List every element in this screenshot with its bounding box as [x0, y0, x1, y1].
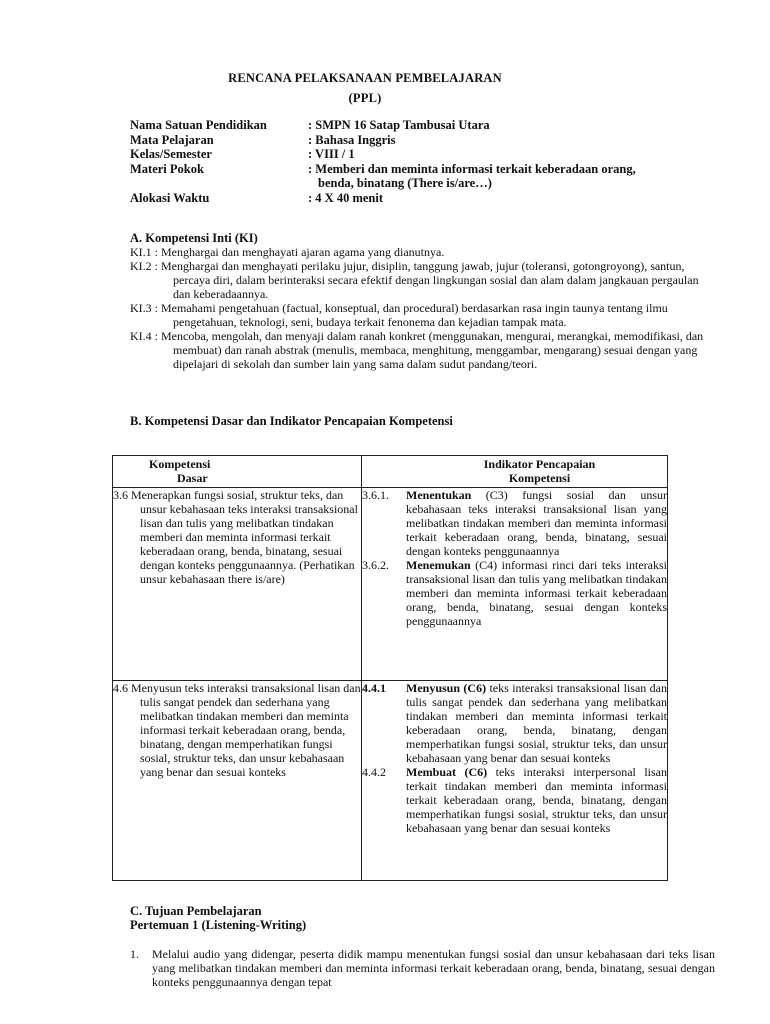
kd-cell	[113, 488, 362, 681]
table-header-indicator	[362, 456, 668, 488]
indicator-cell	[362, 681, 668, 881]
tujuan-list	[130, 947, 715, 989]
list-item	[130, 947, 715, 989]
header-text: Dasar	[177, 471, 208, 485]
section-heading-kd: B. Kompetensi Dasar dan Indikator Pencapaian Kompetensi	[130, 414, 453, 428]
section-heading-tujuan	[130, 904, 720, 932]
indicator-item	[362, 681, 667, 765]
indicator-item	[362, 558, 667, 628]
table-header-kd	[113, 456, 362, 488]
kd-text: 3.6 Menerapkan fungsi sosial, struktur teks, dan unsur kebahasaan teks interaksi transaksional lisan dan tulis yang melibatkan tindakan memberi dan meminta informasi terkait keberadaan orang, benda, binatang, sesuai dengan konteks penggunaannya. (Perhatikan unsur kebahasaan there is/are)	[113, 488, 358, 586]
document-title: RENCANA PELAKSANAAN PEMBELAJARAN	[228, 71, 502, 85]
meta-row	[130, 118, 720, 133]
ki-item: KI.1 : Menghargai dan menghayati ajaran agama yang dianutnya.	[130, 245, 445, 259]
indicator-number: 3.6.1.	[362, 488, 389, 502]
indicator-cell	[362, 488, 668, 681]
meta-label: Alokasi Waktu	[130, 190, 210, 205]
kd-text: 4.6 Menyusun teks interaksi transaksional lisan dan tulis sangat pendek dan sederhana yang melibatkan tindakan memberi dan meminta informasi terkait keberadaan orang, benda, binatang, dengan memperhatikan fungsi sosial, struktur teks, dan unsur kebahasaan yang benar dan sesuai konteks	[113, 681, 361, 779]
ki-list	[130, 245, 715, 371]
indicator-text	[406, 488, 667, 558]
ki-item: KI.2 : Menghargai dan menghayati perilaku jujur, disiplin, tanggung jawab, jujur (toleransi, gotongroyong), santun, percaya diri, dalam berinteraksi secara efektif dengan lingkungan sosial dan alam dalam jangkauan pergaulan dan keberadaannya.	[130, 259, 699, 301]
meta-label: Kelas/Semester	[130, 147, 212, 161]
indicator-text	[406, 558, 667, 628]
list-item-text: Melalui audio yang didengar, peserta didik mampu menentukan fungsi sosial dan unsur kebahasaan dari teks lisan yang melibatkan tindakan memberi dan meminta informasi terkait keberadaan orang, benda, binatang, sesuai dengan konteks penggunaannya dengan tepat	[152, 947, 715, 989]
indicator-verb: Menemukan	[406, 558, 471, 572]
kd-cell	[113, 681, 362, 881]
header-text: Kompetensi	[149, 457, 211, 471]
meta-value: : Bahasa Inggris	[308, 132, 396, 147]
indicator-body: (C3) fungsi sosial dan unsur kebahasaan teks interaksi transaksional lisan yang melibatkan tindakan memberi dan meminta informasi terkait keberadaan orang, benda, binatang, sesuai dengan konteks penggunaannya	[406, 488, 667, 558]
meta-value-multiline	[308, 162, 720, 191]
document-subtitle: (PPL)	[348, 91, 382, 105]
meta-value: : VIII / 1	[308, 147, 355, 161]
indicator-number: 4.4.2	[362, 765, 386, 779]
indicator-item	[362, 765, 667, 835]
meta-row	[130, 147, 720, 162]
table-header-row	[113, 456, 668, 488]
indicator-body: teks interaksi interpersonal lisan terkait tindakan memberi dan meminta informasi terkait keberadaan orang, benda, binatang, dengan memperhatikan fungsi sosial, struktur teks, dan unsur kebahasaan yang benar dan sesuai konteks	[406, 765, 667, 835]
meta-label: Materi Pokok	[130, 161, 204, 176]
table-row	[113, 488, 668, 681]
header-text: Indikator Pencapaian	[483, 457, 596, 471]
list-item-number: 1.	[130, 947, 139, 961]
meta-value: : Memberi dan meminta informasi terkait keberadaan orang,	[308, 161, 636, 176]
indicator-text	[406, 765, 667, 835]
indicator-verb: Menyusun (C6)	[406, 681, 487, 695]
meta-value-continuation: benda, binatang (There is/are…)	[318, 176, 492, 190]
meta-row	[130, 162, 720, 191]
header-text: Kompetensi	[508, 471, 571, 485]
indicator-text	[406, 681, 667, 765]
indicator-number: 4.4.1	[362, 681, 386, 695]
section-heading-ki: A. Kompetensi Inti (KI)	[130, 231, 258, 245]
indicator-verb: Menentukan	[406, 488, 472, 502]
meta-value: : 4 X 40 menit	[308, 190, 383, 205]
meta-row	[130, 191, 720, 206]
indicator-item	[362, 488, 667, 558]
table-row	[113, 681, 668, 881]
kd-indicator-table	[112, 455, 668, 881]
ki-item: KI.3 : Memahami pengetahuan (factual, konseptual, dan procedural) berdasarkan rasa ingin taunya tentang ilmu pengetahuan, teknologi, seni, budaya terkait fenonema dan kejadian tampak mata.	[130, 301, 668, 329]
indicator-number: 3.6.2.	[362, 558, 389, 572]
indicator-body: teks interaksi transaksional lisan dan tulis sangat pendek dan sederhana yang melibatkan tindakan memberi dan meminta informasi terkait keberadaan orang, benda, binatang, dengan memperhatikan fungsi sosial, struktur teks, dan unsur kebahasaan yang benar dan sesuai konteks	[406, 681, 667, 765]
meta-label: Nama Satuan Pendidikan	[130, 118, 267, 132]
meta-row	[130, 133, 720, 148]
meta-value: : SMPN 16 Satap Tambusai Utara	[308, 118, 490, 132]
pertemuan-heading: Pertemuan 1 (Listening-Writing)	[130, 918, 307, 932]
indicator-verb: Membuat (C6)	[406, 765, 488, 779]
meta-label: Mata Pelajaran	[130, 132, 214, 147]
ki-item: KI.4 : Mencoba, mengolah, dan menyaji dalam ranah konkret (menggunakan, mengurai, merangkai, memodifikasi, dan membuat) dan ranah abstrak (menulis, membaca, menghitung, menggambar, mengarang) sesuai dengan yang dipelajari di sekolah dan sumber lain yang sama dalam sudut pandang/teori.	[130, 329, 704, 371]
identity-block	[130, 118, 720, 205]
tujuan-heading: C. Tujuan Pembelajaran	[130, 904, 262, 918]
indicator-body: (C4) informasi rinci dari teks interaksi transaksional lisan dan tulis yang melibatkan tindakan memberi dan meminta informasi terkait keberadaan orang, benda, binatang, sesuai dengan konteks penggunaannya	[406, 558, 667, 628]
